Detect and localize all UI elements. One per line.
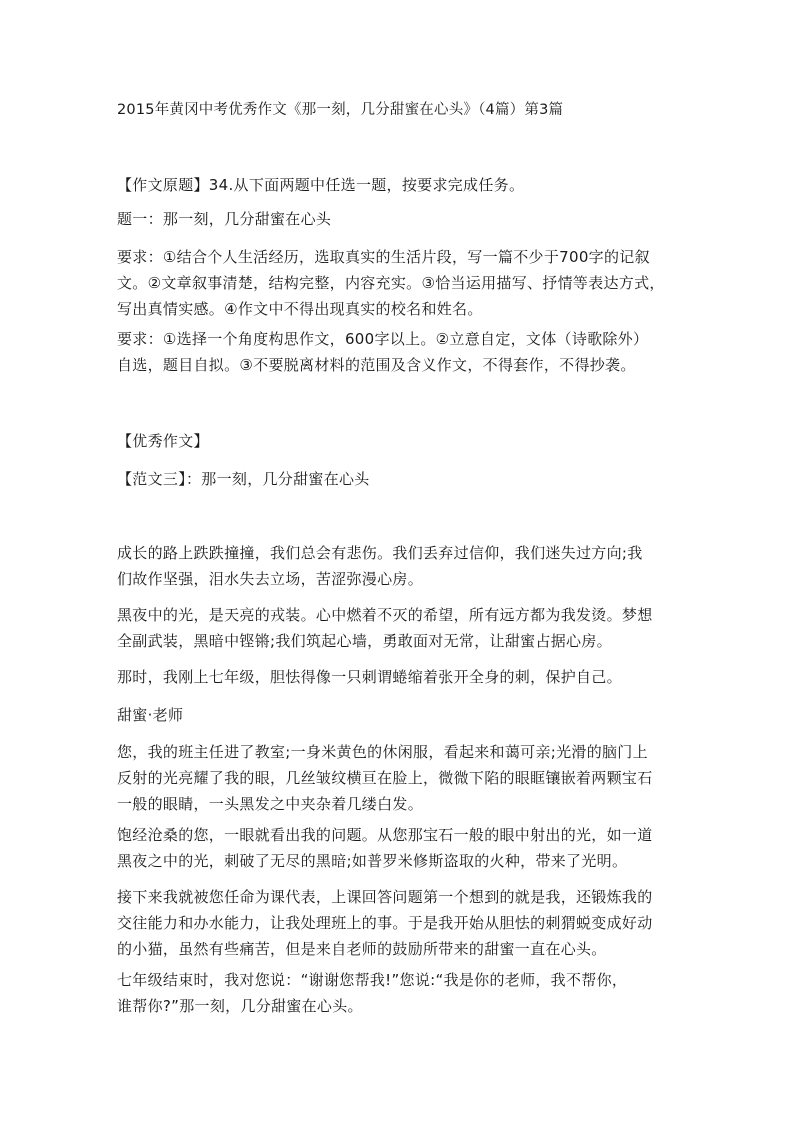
text-line: 反射的光亮耀了我的眼，几丝皱纹横亘在脸上，微微下陷的眼眶镶嵌着两颗宝石 [117,769,653,787]
text-line: 那时，我刚上七年级，胆怯得像一只刺谓蜷缩着张开全身的刺，保护自己。 [117,668,622,686]
prompt-line: 【作文原题】34.从下面两题中任选一题，按要求完成任务。 [117,176,525,194]
essay-paragraph [117,540,643,592]
text-line: 黑夜之中的光，刺破了无尽的黑暗;如普罗米修斯盗取的火种，带来了光明。 [117,852,628,870]
text-line: 黑夜中的光，是天亮的戎装。心中燃着不灭的希望，所有远方都为我发烫。梦想 [117,606,653,624]
text-line: 成长的路上跌跌撞撞，我们总会有悲伤。我们丢弃过信仰，我们迷失过方向;我 [117,544,643,562]
requirements-two [117,326,648,378]
text-line: 自选，题目自拟。③不要脱离材料的范围及含义作文，不得套作，不得抄袭。 [117,356,636,374]
essay-paragraph [117,822,653,874]
text-line: 们故作坚强，泪水失去立场，苦涩弥漫心房。 [117,570,424,588]
text-line: 写出真情实感。④作文中不得出现真实的校名和姓名。 [117,300,483,318]
text-line: 一般的眼睛，一头黑发之中夹杂着几缕白发。 [117,795,424,813]
essay-paragraph [117,739,653,817]
requirements-one [117,244,665,322]
text-line: 要求：①选择一个角度构思作文，600字以上。②立意自定，文体（诗歌除外） [117,330,649,348]
text-line: 的小猫，虽然有些痛苦，但是来自老师的鼓励所带来的甜蜜一直在心头。 [117,940,607,958]
text-line: 您，我的班主任进了教室;一身米黄色的休闲服，看起来和蔼可亲;光滑的脑门上 [117,743,648,761]
text-line: 谁帮你?”那一刻，几分甜蜜在心头。 [117,997,363,1015]
text-line: 接下来我就被您任命为课代表，上课回答问题第一个想到的就是我，还锻炼我的 [117,888,653,906]
section-heading: 【优秀作文】 [117,432,209,450]
essay-paragraph [117,884,653,962]
text-line: 甜蜜·老师 [117,706,184,724]
text-line: 文。②文章叙事清楚，结构完整，内容充实。③恰当运用描写、抒情等表达方式， [117,274,665,292]
topic-one: 题一：那一刻，几分甜蜜在心头 [117,210,332,228]
essay-paragraph [117,664,622,690]
text-line: 要求：①结合个人生活经历，选取真实的生活片段，写一篇不少于700字的记叙 [117,248,650,266]
essay-heading: 【范文三】：那一刻，几分甜蜜在心头 [117,470,370,488]
text-line: 交往能力和办水能力，让我处理班上的事。于是我开始从胆怯的刺猬蜕变成好动 [117,914,653,932]
text-line: 七年级结束时，我对您说：“谢谢您帮我!”您说:“我是你的老师，我不帮你， [117,971,628,989]
essay-paragraph [117,602,653,654]
text-line: 全副武装，黑暗中铿锵;我们筑起心墙，勇敢面对无常，让甜蜜占据心房。 [117,632,612,650]
essay-paragraph [117,967,627,1019]
text-line: 饱经沧桑的您，一眼就看出我的问题。从您那宝石一般的眼中射出的光，如一道 [117,826,653,844]
document-title: 2015年黄冈中考优秀作文《那一刻，几分甜蜜在心头》（4篇）第3篇 [117,102,564,118]
subheading [117,702,183,728]
